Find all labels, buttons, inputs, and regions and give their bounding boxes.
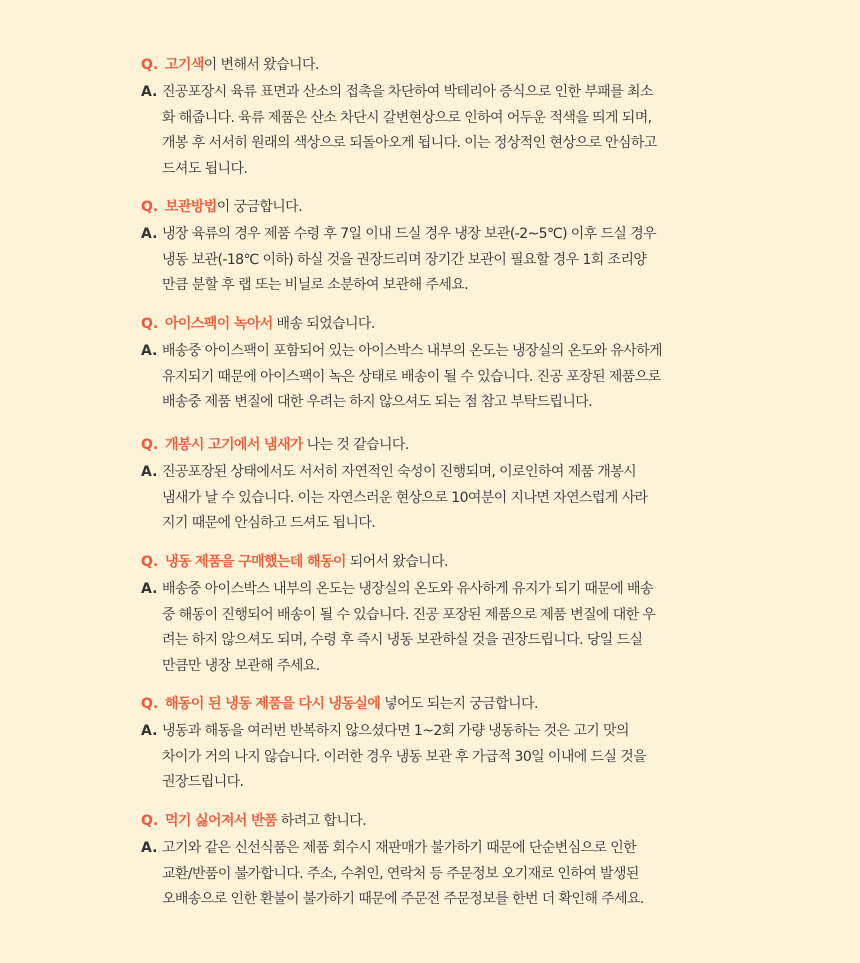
question-text	[165, 433, 409, 458]
question-highlight: 해동이 된 냉동 제품을 다시 냉동실에	[165, 696, 381, 712]
question	[141, 53, 731, 78]
answer-line: 드셔도 됩니다.	[162, 160, 248, 177]
answer-line: 냉동 보관(-18℃ 이하) 하실 것을 권장드리며 장기간 보관이 필요할 경우 1회 조리양	[162, 251, 647, 268]
question-prefix: Q.	[141, 57, 159, 73]
question-rest: 이 변해서 왔습니다.	[203, 57, 319, 73]
question-text	[165, 809, 366, 834]
answer-line: 개봉 후 서서히 원래의 색상으로 되돌아오게 됩니다. 이는 정상적인 현상으로 안심하고	[162, 135, 657, 151]
question-text	[165, 550, 448, 575]
faq-item-thawed	[141, 550, 731, 679]
faq-item-storage	[141, 195, 731, 299]
answer-line: 고기와 같은 신선식품은 제품 회수시 재판매가 불가하기 때문에 단순변심으로 인한	[162, 840, 637, 856]
faq-item-refreeze	[141, 692, 731, 796]
question-prefix: Q.	[141, 199, 159, 215]
answer-prefix: A.	[141, 464, 158, 480]
answer-prefix: A.	[141, 226, 158, 242]
question-prefix: Q.	[141, 696, 159, 712]
question-rest: 하려고 합니다.	[276, 813, 367, 829]
answer	[141, 836, 731, 913]
faq-item-meat-color	[141, 53, 731, 182]
question-highlight: 개봉시 고기에서 냄새가	[165, 437, 303, 453]
question-text	[165, 692, 538, 717]
question-prefix: Q.	[141, 813, 159, 829]
question-rest: 이 궁금합니다.	[216, 199, 302, 215]
question-highlight: 냉동 제품을 구매했는데 해동이	[165, 554, 346, 570]
question	[141, 312, 731, 337]
answer	[141, 460, 731, 537]
question-highlight: 아이스팩이 녹아서	[165, 316, 273, 332]
answer-line: 중 해동이 진행되어 배송이 될 수 있습니다. 진공 포장된 제품으로 제품 변질에 대한 우	[162, 606, 656, 623]
answer-line: 유지되기 때문에 아이스팩이 녹은 상태로 배송이 될 수 있습니다. 진공 포장된 제품으로	[162, 368, 661, 385]
answer-line: 지기 때문에 안심하고 드셔도 됩니다.	[162, 515, 376, 531]
answer-line: 진공포장된 상태에서도 서서히 자연적인 숙성이 진행되며, 이로인하여 제품 개봉시	[162, 464, 637, 480]
faq-item-icepack	[141, 312, 731, 416]
answer-line: 진공포장시 육류 표면과 산소의 접촉을 차단하여 박테리아 증식으로 인한 부패를 최소	[162, 84, 653, 100]
question-text	[165, 312, 375, 337]
answer-line: 냉동과 해동을 여러번 반복하지 않으셨다면 1~2회 가량 냉동하는 것은 고기 맛의	[162, 723, 629, 739]
answer-prefix: A.	[141, 723, 158, 739]
question-highlight: 먹기 싫어져서 반품	[165, 813, 277, 829]
answer-line: 려는 하지 않으셔도 되며, 수령 후 즉시 냉동 보관하실 것을 권장드립니다. 당일 드실	[162, 632, 643, 648]
answer	[141, 222, 731, 299]
answer-line: 만큼만 냉장 보관해 주세요.	[162, 657, 320, 674]
answer-prefix: A.	[141, 84, 158, 100]
answer-prefix: A.	[141, 840, 158, 856]
question	[141, 550, 731, 575]
question-rest: 넣어도 되는지 궁금합니다.	[380, 696, 538, 712]
answer-line: 냄새가 날 수 있습니다. 이는 자연스러운 현상으로 10여분이 지나면 자연스럽게 사라	[162, 489, 648, 506]
answer-line: 배송중 아이스팩이 포함되어 있는 아이스박스 내부의 온도는 냉장실의 온도와 유사하게	[162, 343, 662, 359]
faq-item-return	[141, 809, 731, 913]
question-prefix: Q.	[141, 437, 159, 453]
faq-item-smell	[141, 433, 731, 537]
answer-line: 만큼 분할 후 랩 또는 비닐로 소분하여 보관해 주세요.	[162, 277, 469, 293]
answer-line: 권장드립니다.	[162, 774, 244, 790]
answer-prefix: A.	[141, 343, 158, 359]
answer-line: 배송중 제품 변질에 대한 우려는 하지 않으셔도 되는 점 참고 부탁드립니다.	[162, 394, 593, 410]
answer	[141, 719, 731, 796]
answer-line: 차이가 거의 나지 않습니다. 이러한 경우 냉동 보관 후 가급적 30일 이내에 드실 것을	[162, 748, 647, 765]
question-rest: 되어서 왔습니다.	[345, 554, 448, 570]
question-prefix: Q.	[141, 316, 159, 332]
question-rest: 배송 되었습니다.	[272, 316, 375, 332]
answer-prefix: A.	[141, 581, 158, 597]
answer-line: 교환/반품이 불가합니다. 주소, 수취인, 연락처 등 주문정보 오기재로 인하여 발생된	[162, 865, 639, 882]
question	[141, 692, 731, 717]
question-text	[165, 195, 302, 220]
answer-line: 냉장 육류의 경우 제품 수령 후 7일 이내 드실 경우 냉장 보관(-2~5℃) 이후 드실 경우	[162, 226, 657, 242]
answer	[141, 339, 731, 416]
answer-line: 배송중 아이스박스 내부의 온도는 냉장실의 온도와 유사하게 유지가 되기 때문에 배송	[162, 581, 653, 597]
answer	[141, 80, 731, 182]
question-rest: 나는 것 같습니다.	[302, 437, 409, 453]
question	[141, 433, 731, 458]
question	[141, 195, 731, 220]
question-highlight: 보관방법	[165, 199, 217, 215]
question-text	[165, 53, 319, 78]
answer-line: 화 해줍니다. 육류 제품은 산소 차단시 갈변현상으로 인하여 어두운 적색을 띄게 되며,	[162, 109, 652, 126]
question	[141, 809, 731, 834]
answer	[141, 577, 731, 679]
question-prefix: Q.	[141, 554, 159, 570]
answer-line: 오배송으로 인한 환불이 불가하기 때문에 주문전 주문정보를 한번 더 확인해 주세요.	[162, 891, 644, 907]
question-highlight: 고기색	[165, 57, 204, 73]
